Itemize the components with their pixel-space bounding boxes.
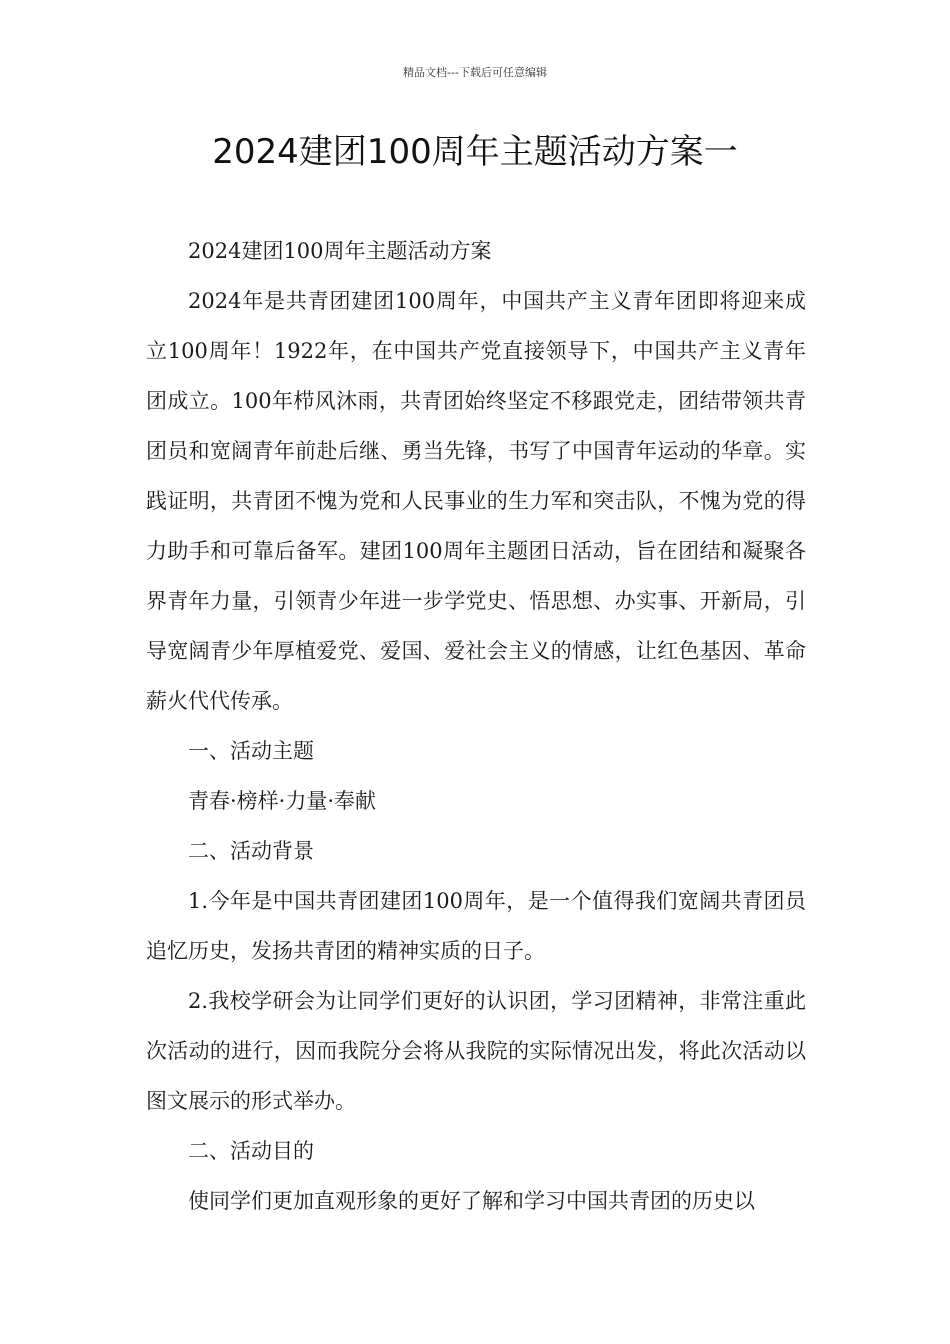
paragraph-background-1: 1.今年是中国共青团建团100周年，是一个值得我们宽阔共青团员追忆历史，发扬共青团的精神实质的日子。 — [146, 889, 806, 963]
section-heading-purpose: 二、活动目的 — [188, 1139, 314, 1163]
paragraph-theme: 青春·榜样·力量·奉献 — [188, 789, 377, 813]
header-note: 精品文档---下载后可任意编辑 — [403, 66, 547, 79]
document-title: 2024建团100周年主题活动方案一 — [212, 132, 738, 172]
section-heading-background: 二、活动背景 — [188, 839, 314, 863]
document-body — [146, 226, 806, 1226]
paragraph-background-2: 2.我校学研会为让同学们更好的认识团，学习团精神，非常注重此次活动的进行，因而我院分会将从我院的实际情况出发，将此次活动以图文展示的形式举办。 — [146, 989, 806, 1113]
paragraph-intro: 2024年是共青团建团100周年，中国共产主义青年团即将迎来成立100周年！1922年，在中国共产党直接领导下，中国共产主义青年团成立。100年栉风沐雨，共青团始终坚定不移跟党走，团结带领共青团员和宽阔青年前赴后继、勇当先锋，书写了中国青年运动的华章。实践证明，共青团不愧为党和人民事业的生力军和突击队，不愧为党的得力助手和可靠后备军。建团100周年主题团日活动，旨在团结和凝聚各界青年力量，引领青少年进一步学党史、悟思想、办实事、开新局，引导宽阔青少年厚植爱党、爱国、爱社会主义的情感，让红色基因、革命薪火代代传承。 — [146, 289, 806, 713]
section-heading-theme: 一、活动主题 — [188, 739, 314, 763]
paragraph-subtitle: 2024建团100周年主题活动方案 — [188, 239, 492, 263]
paragraph-purpose: 使同学们更加直观形象的更好了解和学习中国共青团的历史以 — [188, 1189, 755, 1213]
